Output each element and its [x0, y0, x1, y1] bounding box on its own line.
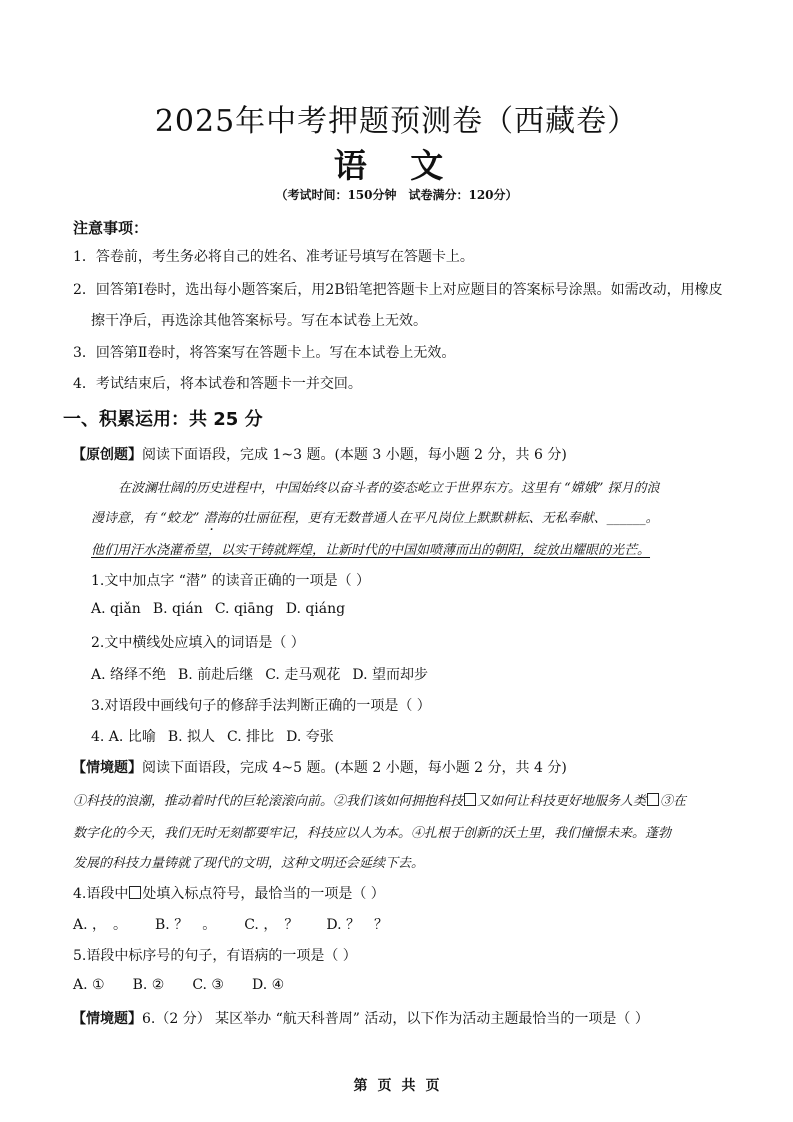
passage-line-2b: 海的壮丽征程，更有无数普通人在平凡岗位上默默耕耘、无私奉献、______。: [216, 511, 659, 526]
question-4a: 4.语段中: [73, 886, 129, 902]
question-2-options: [91, 664, 440, 684]
question-4-options: [73, 914, 400, 934]
notice-item-2-cont: 擦干净后，再选涂其他答案标号。写在本试卷上无效。: [91, 313, 427, 329]
question-3-options: [91, 726, 346, 746]
exam-info: （考试时间：150分钟 试卷满分：120分）: [275, 188, 518, 202]
option: B. ②: [132, 977, 165, 993]
section-heading: 一、积累运用：共 25 分: [63, 409, 263, 430]
block1-intro-text: 阅读下面语段，完成 1~3 题。(本题 3 小题，每小题 2 分，共 6 分): [142, 447, 567, 463]
question-6: [72, 1008, 649, 1028]
block1-intro: [72, 444, 567, 464]
subject-title: 语 文: [333, 146, 460, 185]
option: C. ， ？: [244, 917, 299, 933]
passage2-line-1a: ①科技的浪潮，推动着时代的巨轮滚滚向前。②我们该如何拥抱科技: [73, 794, 464, 809]
option: A. qiǎn: [91, 601, 141, 617]
option: C. 走马观花: [265, 667, 341, 683]
block3-tag: 【情境题】: [72, 1011, 142, 1027]
option: C. 排比: [227, 729, 275, 745]
question-4b: 处填入标点符号，最恰当的一项是（ ）: [142, 886, 385, 902]
footer-word: 页: [425, 1078, 440, 1094]
notice-item-4: 4．考试结束后，将本试卷和答题卡一并交回。: [73, 376, 362, 392]
option: 4. A. 比喻: [91, 729, 156, 745]
option: B. ？ 。: [155, 917, 217, 933]
passage-line-1: 在波澜壮阔的历史进程中，中国始终以奋斗者的姿态屹立于世界东方。这里有 “嫦娥” 探月的浪: [118, 481, 660, 496]
option: D. 夸张: [286, 729, 334, 745]
option: D. ？ ？: [326, 917, 388, 933]
notice-heading: 注意事项：: [73, 219, 149, 237]
option: D. ④: [251, 977, 285, 993]
passage-line-2a: 漫诗意，有 “蛟龙”: [91, 511, 204, 526]
option: A. 络绎不绝: [91, 667, 167, 683]
passage-line-2: [91, 507, 659, 526]
option: B. 拟人: [167, 729, 216, 745]
option: C. ③: [192, 977, 224, 993]
blank-box: [464, 793, 476, 806]
page-footer: [0, 1075, 793, 1095]
block2-intro: [72, 757, 567, 777]
question-2: 2.文中横线处应填入的词语是（ ）: [91, 635, 305, 651]
passage2-line-1c: ③在: [660, 794, 687, 809]
question-4: [73, 883, 385, 903]
passage2-line-3: 发展的科技力量铸就了现代的文明，这种文明还会延续下去。: [73, 856, 425, 871]
passage2-line-2: 数字化的今天，我们无时无刻都要牢记，科技应以人为本。④扎根于创新的沃土里，我们憧憬未来。蓬勃: [73, 826, 672, 841]
passage2-line-1: [73, 790, 686, 809]
option: A. ①: [73, 977, 105, 993]
footer-word: 共: [401, 1078, 416, 1094]
option: C. qiāng: [214, 601, 274, 617]
block1-tag: 【原创题】: [72, 447, 142, 463]
question-3: 3.对语段中画线句子的修辞手法判断正确的一项是（ ）: [91, 698, 431, 714]
exam-title: 2025年中考押题预测卷（西藏卷）: [154, 104, 639, 139]
block2-intro-text: 阅读下面语段，完成 4~5 题。(本题 2 小题，每小题 2 分，共 4 分): [142, 760, 567, 776]
question-1: 1.文中加点字 “潜” 的读音正确的一项是（ ）: [91, 573, 371, 589]
footer-word: 页: [377, 1078, 392, 1094]
option: D. 望而却步: [352, 667, 428, 683]
footer-word: 第: [353, 1078, 368, 1094]
passage2-line-1b: 又如何让科技更好地服务人类: [477, 794, 647, 809]
block2-tag: 【情境题】: [72, 760, 142, 776]
dotted-char: 潜: [203, 511, 217, 526]
option: B. qián: [152, 601, 203, 617]
blank-box: [129, 886, 141, 899]
notice-item-3: 3．回答第Ⅱ卷时，将答案写在答题卡上。写在本试卷上无效。: [73, 345, 456, 361]
notice-item-2: 2．回答第Ⅰ卷时，选出每小题答案后，用2B铅笔把答题卡上对应题目的答案标号涂黑。如需改动，用橡皮: [73, 282, 723, 298]
question-5-options: [73, 977, 296, 993]
question-1-options: [91, 601, 357, 617]
question-6-text: 6.（2 分） 某区举办 “航天科普周” 活动，以下作为活动主题最恰当的一项是（ ）: [142, 1011, 649, 1027]
option: D. qiáng: [285, 601, 346, 617]
blank-box: [647, 793, 659, 806]
question-5: 5.语段中标序号的句子，有语病的一项是（ ）: [73, 948, 357, 964]
passage-line-3-underlined: 他们用汗水浇灌希望，以实干铸就辉煌，让新时代的中国如喷薄而出的朝阳，绽放出耀眼的光芒。: [91, 543, 651, 558]
option: A. ， 。: [73, 917, 128, 933]
notice-item-1: 1．答卷前，考生务必将自己的姓名、准考证号填写在答题卡上。: [73, 249, 474, 265]
option: B. 前赴后继: [178, 667, 254, 683]
